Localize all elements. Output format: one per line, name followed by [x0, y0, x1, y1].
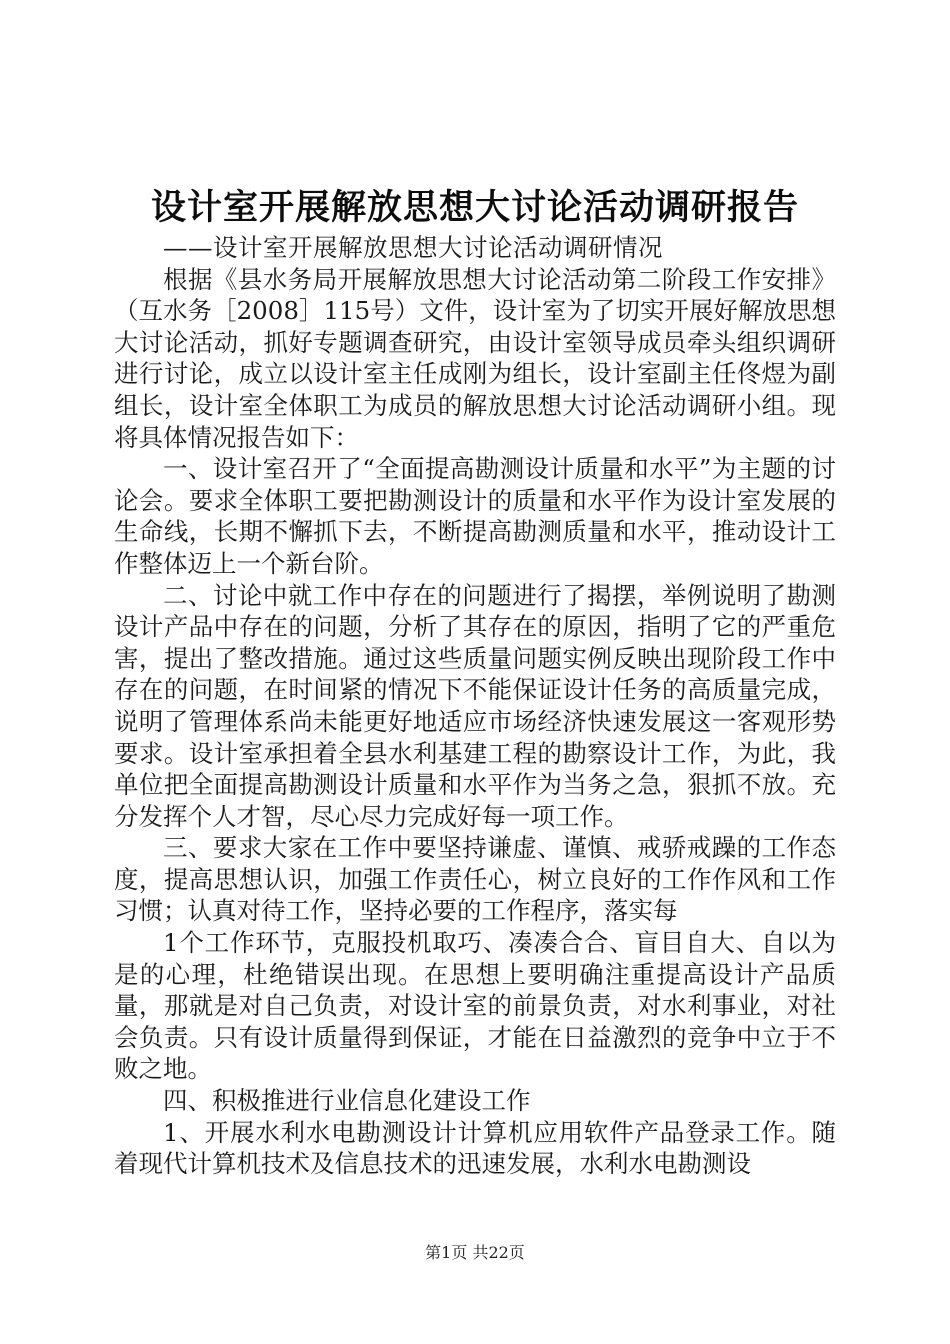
- document-subtitle: ——设计室开展解放思想大讨论活动调研情况: [163, 233, 663, 262]
- page-number-label: 第1页 共22页: [425, 1243, 525, 1262]
- paragraph-section-1: 一、设计室召开了“全面提高勘测设计质量和水平”为主题的讨论会。要求全体职工要把勘测设计的质量和水平作为设计室发展的生命线，长期不懈抓下去，不断提高勘测质量和水平，推动设计工作整体迈上一个新台阶。: [114, 454, 836, 578]
- page-footer: [0, 1242, 950, 1264]
- paragraph-section-3: 三、要求大家在工作中要坚持谦虚、谨慎、戒骄戒躁的工作态度，提高思想认识，加强工作责任心，树立良好的工作作风和工作习惯；认真对待工作，坚持必要的工作程序，落实每: [114, 833, 836, 926]
- document-body: [114, 232, 836, 1180]
- paragraph-section-2: 二、讨论中就工作中存在的问题进行了揭摆，举例说明了勘测设计产品中存在的问题，分析了其存在的原因，指明了它的严重危害，提出了整改措施。通过这些质量问题实例反映出现阶段工作中存在的问题，在时间紧的情况下不能保证设计任务的高质量完成，说明了管理体系尚未能更好地适应市场经济快速发展这一客观形势要求。设计室承担着全县水利基建工程的勘察设计工作，为此，我单位把全面提高勘测设计质量和水平作为当务之急，狠抓不放。充分发挥个人才智，尽心尽力完成好每一项工作。: [114, 580, 836, 831]
- paragraph-section-4-heading: 四、积极推进行业信息化建设工作: [163, 1086, 531, 1116]
- paragraph-section-3-continued: 1个工作环节，克服投机取巧、凑凑合合、盲目自大、自以为是的心理，杜绝错误出现。在思想上要明确注重提高设计产品质量，那就是对自己负责，对设计室的前景负责，对水利事业，对社会负责。只有设计质量得到保证，才能在日益激烈的竞争中立于不败之地。: [114, 928, 836, 1084]
- paragraph-intro: 根据《县水务局开展解放思想大讨论活动第二阶段工作安排》（互水务［2008］115号）文件，设计室为了切实开展好解放思想大讨论活动，抓好专题调查研究，由设计室领导成员牵头组织调研进行讨论，成立以设计室主任成刚为组长，设计室副主任佟煜为副组长，设计室全体职工为成员的解放思想大讨论活动调研小组。现将具体情况报告如下：: [114, 264, 836, 452]
- document-title: 设计室开展解放思想大讨论活动调研报告: [150, 187, 799, 228]
- paragraph-section-4-item-1: 1、开展水利水电勘测设计计算机应用软件产品登录工作。随着现代计算机技术及信息技术的迅速发展，水利水电勘测设: [114, 1117, 836, 1179]
